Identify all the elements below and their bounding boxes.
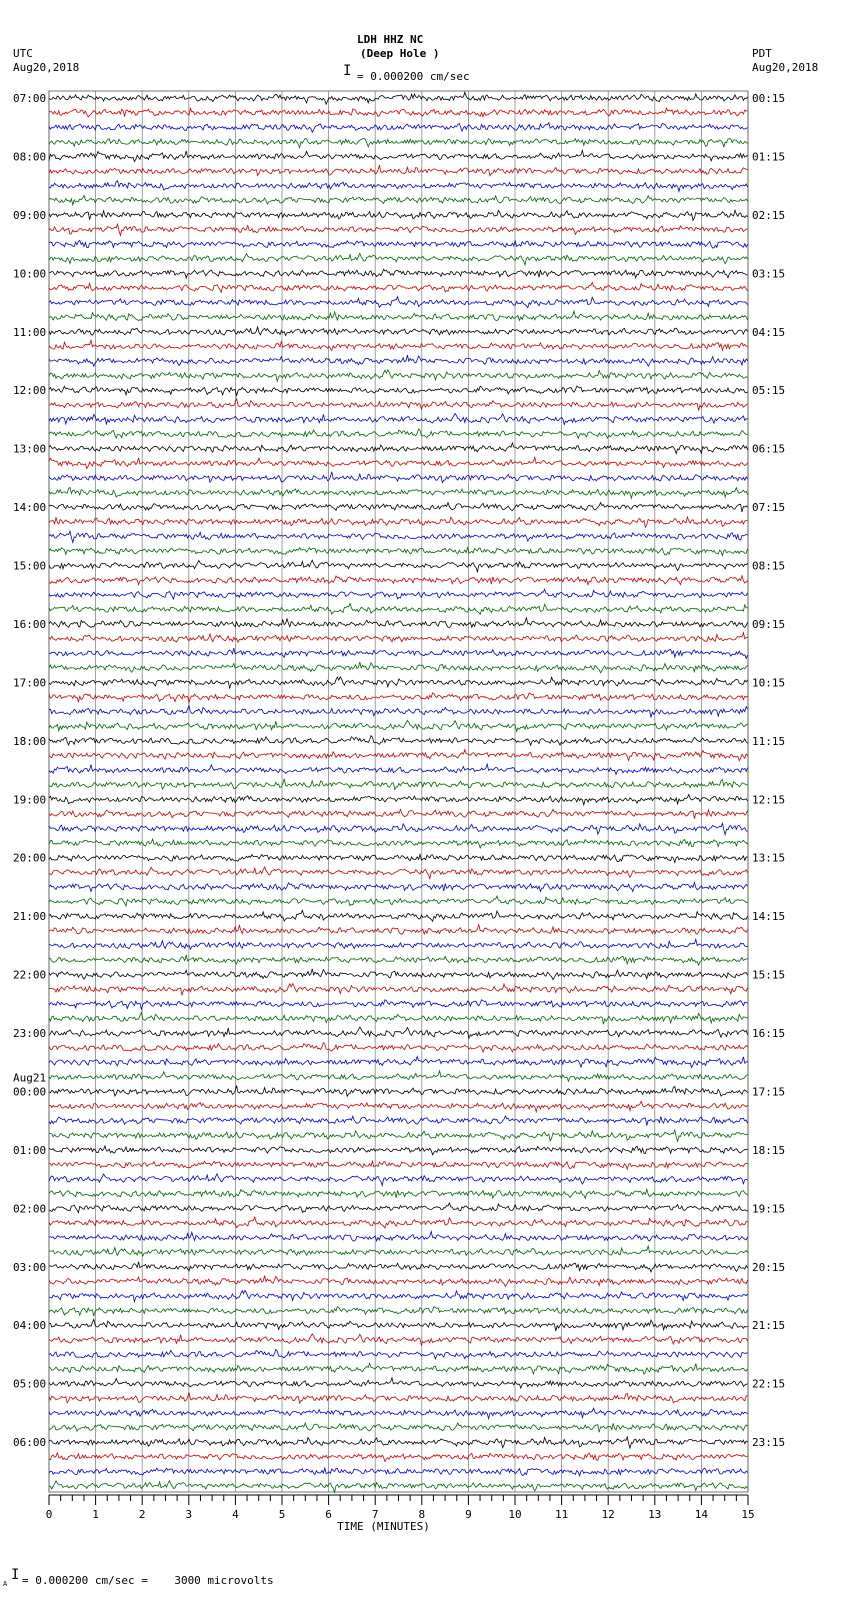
pdt-hour-label: 07:15 bbox=[752, 501, 786, 515]
trace-row-25 bbox=[49, 457, 748, 468]
x-tick-label: 14 bbox=[694, 1508, 709, 1521]
utc-hour-label: 03:00 bbox=[13, 1260, 47, 1274]
trace-row-49 bbox=[49, 809, 748, 818]
trace-row-44 bbox=[49, 736, 748, 746]
trace-row-50 bbox=[49, 823, 748, 834]
trace-row-6 bbox=[49, 181, 748, 192]
trace-row-91 bbox=[49, 1423, 748, 1432]
left-date: Aug20,2018 bbox=[13, 61, 80, 74]
pdt-hour-label: 17:15 bbox=[752, 1085, 786, 1099]
utc-hour-label: 19:00 bbox=[13, 793, 47, 807]
trace-row-95 bbox=[49, 1481, 748, 1493]
utc-hour-label: 11:00 bbox=[13, 325, 47, 339]
pdt-hour-label: 16:15 bbox=[752, 1027, 786, 1041]
utc-hour-label: 00:00 bbox=[13, 1085, 47, 1099]
right-date: Aug20,2018 bbox=[752, 61, 819, 74]
pdt-hour-label: 02:15 bbox=[752, 208, 786, 222]
trace-row-41 bbox=[49, 693, 748, 703]
trace-row-92 bbox=[49, 1437, 748, 1448]
trace-row-58 bbox=[49, 939, 748, 949]
trace-row-86 bbox=[49, 1349, 748, 1359]
trace-row-2 bbox=[49, 123, 748, 132]
utc-hour-label: 14:00 bbox=[13, 501, 47, 515]
trace-row-22 bbox=[49, 414, 748, 425]
trace-row-15 bbox=[49, 311, 748, 321]
x-tick-label: 10 bbox=[508, 1508, 522, 1521]
trace-row-70 bbox=[49, 1116, 748, 1125]
utc-hour-label: 09:00 bbox=[13, 208, 47, 222]
trace-row-34 bbox=[49, 589, 748, 599]
trace-row-76 bbox=[49, 1203, 748, 1213]
trace-row-94 bbox=[49, 1468, 748, 1476]
utc-hour-label: 16:00 bbox=[13, 617, 47, 631]
x-tick-label: 6 bbox=[325, 1508, 332, 1521]
trace-row-53 bbox=[49, 867, 748, 879]
pdt-hour-label: 06:15 bbox=[752, 442, 786, 456]
trace-row-60 bbox=[49, 969, 748, 980]
trace-row-5 bbox=[49, 165, 748, 176]
trace-row-67 bbox=[49, 1071, 748, 1081]
trace-row-73 bbox=[49, 1161, 748, 1169]
trace-row-29 bbox=[49, 517, 748, 527]
utc-hour-label: 12:00 bbox=[13, 384, 47, 398]
trace-row-19 bbox=[49, 370, 748, 381]
utc-hour-label: 10:00 bbox=[13, 267, 47, 281]
trace-row-3 bbox=[49, 138, 748, 147]
pdt-hour-label: 12:15 bbox=[752, 793, 786, 807]
pdt-hour-label: 00:15 bbox=[752, 92, 786, 105]
pdt-hour-label: 01:15 bbox=[752, 150, 786, 164]
trace-row-13 bbox=[49, 282, 748, 292]
trace-row-26 bbox=[49, 472, 748, 483]
utc-hour-label: 06:00 bbox=[13, 1436, 47, 1450]
trace-row-21 bbox=[49, 399, 748, 411]
trace-row-0 bbox=[49, 92, 748, 104]
trace-row-43 bbox=[49, 720, 748, 731]
trace-row-20 bbox=[49, 386, 748, 396]
trace-row-8 bbox=[49, 210, 748, 220]
trace-row-71 bbox=[49, 1130, 748, 1141]
plot-frame bbox=[49, 91, 748, 1492]
x-tick-label: 9 bbox=[465, 1508, 472, 1521]
pdt-hour-label: 13:15 bbox=[752, 851, 786, 865]
trace-row-18 bbox=[49, 355, 748, 366]
trace-row-56 bbox=[49, 910, 748, 921]
scale-bar-icon: I bbox=[343, 63, 352, 79]
trace-row-61 bbox=[49, 984, 748, 995]
trace-row-90 bbox=[49, 1408, 748, 1418]
utc-hour-label: 01:00 bbox=[13, 1143, 47, 1157]
pdt-hour-label: 23:15 bbox=[752, 1436, 786, 1450]
pdt-hour-label: 14:15 bbox=[752, 910, 786, 924]
trace-row-81 bbox=[49, 1276, 748, 1287]
trace-row-82 bbox=[49, 1290, 748, 1301]
x-tick-label: 4 bbox=[232, 1508, 239, 1521]
trace-row-75 bbox=[49, 1189, 748, 1198]
x-tick-label: 13 bbox=[648, 1508, 662, 1521]
trace-row-23 bbox=[49, 429, 748, 439]
x-tick-label: 0 bbox=[45, 1508, 53, 1521]
station-title: LDH HHZ NC bbox=[357, 33, 424, 46]
pdt-hour-label: 18:15 bbox=[752, 1143, 786, 1157]
x-tick-label: 2 bbox=[138, 1508, 146, 1521]
x-tick-label: 1 bbox=[92, 1508, 99, 1521]
trace-row-83 bbox=[49, 1307, 748, 1317]
trace-row-48 bbox=[49, 795, 748, 806]
pdt-hour-label: 20:15 bbox=[752, 1260, 786, 1274]
utc-hour-label: 21:00 bbox=[13, 910, 47, 924]
utc-hour-label: 08:00 bbox=[13, 150, 47, 164]
trace-row-89 bbox=[49, 1392, 748, 1403]
pdt-hour-label: 11:15 bbox=[752, 734, 786, 748]
footer-marker: A bbox=[3, 1580, 8, 1588]
footer-scale-text: = 0.000200 cm/sec = 3000 microvolts bbox=[22, 1574, 274, 1587]
trace-row-62 bbox=[49, 1000, 748, 1010]
trace-row-31 bbox=[49, 548, 748, 556]
trace-row-78 bbox=[49, 1231, 748, 1241]
footer-scale-icon: I bbox=[11, 1567, 20, 1583]
pdt-hour-label: 22:15 bbox=[752, 1377, 786, 1391]
pdt-hour-label: 10:15 bbox=[752, 676, 786, 690]
trace-row-51 bbox=[49, 839, 748, 848]
trace-row-93 bbox=[49, 1453, 748, 1462]
pdt-hour-label: 09:15 bbox=[752, 617, 786, 631]
trace-row-74 bbox=[49, 1174, 748, 1186]
trace-row-27 bbox=[49, 488, 748, 499]
trace-row-65 bbox=[49, 1043, 748, 1052]
pdt-hour-label: 08:15 bbox=[752, 559, 786, 573]
trace-row-69 bbox=[49, 1101, 748, 1112]
pdt-hour-label: 15:15 bbox=[752, 968, 786, 982]
utc-hour-label: 22:00 bbox=[13, 968, 47, 982]
utc-hour-label: 07:00 bbox=[13, 92, 47, 105]
trace-row-17 bbox=[49, 340, 748, 350]
trace-row-12 bbox=[49, 269, 748, 278]
site-subtitle: (Deep Hole ) bbox=[360, 47, 440, 60]
x-tick-label: 15 bbox=[741, 1508, 755, 1521]
trace-row-24 bbox=[49, 443, 748, 454]
trace-row-45 bbox=[49, 750, 748, 761]
x-tick-label: 12 bbox=[601, 1508, 615, 1521]
trace-row-77 bbox=[49, 1217, 748, 1228]
trace-row-54 bbox=[49, 882, 748, 891]
trace-row-46 bbox=[49, 764, 748, 774]
utc-hour-label: 17:00 bbox=[13, 676, 47, 690]
trace-row-7 bbox=[49, 196, 748, 205]
trace-row-63 bbox=[49, 1012, 748, 1024]
pdt-hour-label: 03:15 bbox=[752, 267, 786, 281]
trace-row-55 bbox=[49, 896, 748, 906]
trace-row-59 bbox=[49, 955, 748, 965]
x-tick-label: 7 bbox=[371, 1508, 379, 1521]
trace-row-10 bbox=[49, 241, 748, 249]
utc-hour-label: 20:00 bbox=[13, 851, 47, 865]
utc-hour-label: 04:00 bbox=[13, 1319, 47, 1333]
x-tick-label: 3 bbox=[185, 1508, 193, 1521]
trace-row-72 bbox=[49, 1146, 748, 1155]
trace-row-14 bbox=[49, 297, 748, 308]
x-tick-label: 11 bbox=[554, 1508, 569, 1521]
trace-row-42 bbox=[49, 706, 748, 718]
trace-row-9 bbox=[49, 224, 748, 235]
utc-hour-label: 18:00 bbox=[13, 734, 47, 748]
trace-row-16 bbox=[49, 327, 748, 336]
trace-row-52 bbox=[49, 854, 748, 862]
trace-row-36 bbox=[49, 618, 748, 628]
trace-row-64 bbox=[49, 1027, 748, 1038]
trace-row-66 bbox=[49, 1057, 748, 1068]
utc-hour-label: 15:00 bbox=[13, 559, 47, 573]
trace-row-28 bbox=[49, 503, 748, 512]
trace-row-37 bbox=[49, 633, 748, 643]
trace-row-87 bbox=[49, 1363, 748, 1374]
utc-hour-label: 05:00 bbox=[13, 1377, 47, 1391]
left-timezone: UTC bbox=[13, 47, 33, 60]
trace-row-30 bbox=[49, 531, 748, 542]
trace-row-1 bbox=[49, 108, 748, 117]
trace-row-79 bbox=[49, 1246, 748, 1256]
trace-row-35 bbox=[49, 604, 748, 615]
trace-row-32 bbox=[49, 560, 748, 572]
utc-hour-label: 13:00 bbox=[13, 442, 47, 456]
trace-row-11 bbox=[49, 253, 748, 265]
trace-row-68 bbox=[49, 1086, 748, 1097]
trace-row-38 bbox=[49, 648, 748, 658]
date-change-label: Aug21 bbox=[13, 1071, 47, 1085]
x-tick-label: 5 bbox=[278, 1508, 286, 1521]
trace-row-84 bbox=[49, 1319, 748, 1331]
trace-row-40 bbox=[49, 677, 748, 688]
trace-row-88 bbox=[49, 1378, 748, 1388]
pdt-hour-label: 19:15 bbox=[752, 1202, 786, 1216]
x-axis-title: TIME (MINUTES) bbox=[337, 1520, 430, 1533]
trace-row-57 bbox=[49, 925, 748, 935]
scale-text: = 0.000200 cm/sec bbox=[357, 70, 470, 83]
pdt-hour-label: 21:15 bbox=[752, 1319, 786, 1333]
trace-row-4 bbox=[49, 151, 748, 162]
pdt-hour-label: 05:15 bbox=[752, 384, 786, 398]
right-timezone: PDT bbox=[752, 47, 772, 60]
utc-hour-label: 23:00 bbox=[13, 1027, 47, 1041]
trace-row-39 bbox=[49, 662, 748, 673]
pdt-hour-label: 04:15 bbox=[752, 325, 786, 339]
trace-row-47 bbox=[49, 779, 748, 790]
trace-row-85 bbox=[49, 1334, 748, 1345]
trace-row-33 bbox=[49, 576, 748, 585]
utc-hour-label: 02:00 bbox=[13, 1202, 47, 1216]
x-tick-label: 8 bbox=[418, 1508, 426, 1521]
trace-row-80 bbox=[49, 1262, 748, 1272]
